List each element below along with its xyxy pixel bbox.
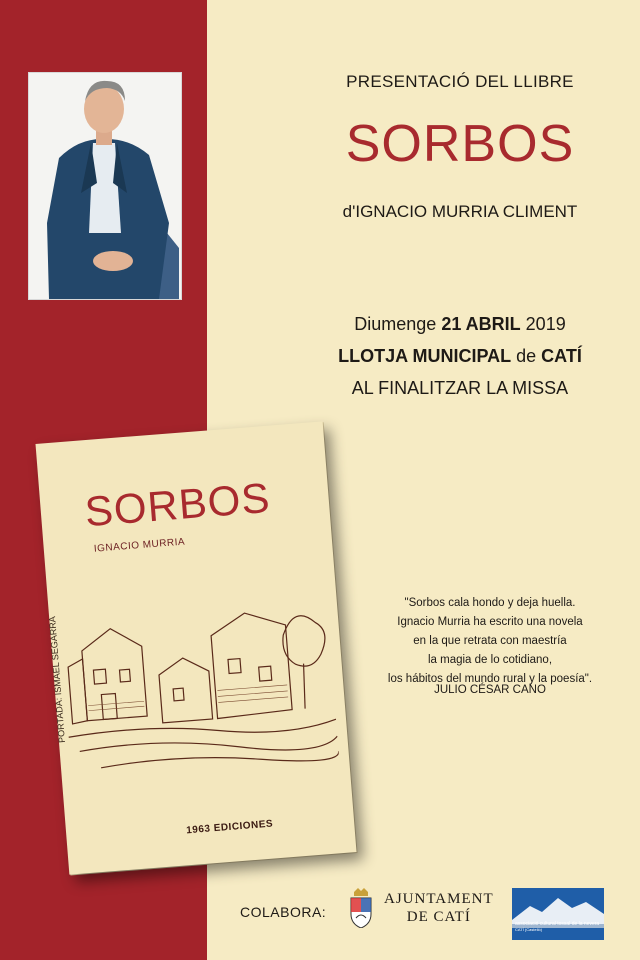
book-cover-author: IGNACIO MURRIA <box>93 536 186 555</box>
book-cover-credit: PORTADA: ISMAEL SEGARRA <box>47 615 68 744</box>
quote-line: los hábitos del mundo rural y la poesía". <box>387 673 593 685</box>
village-sketch-illustration <box>59 592 340 783</box>
quote-line: la magia de lo cotidiano, <box>427 654 553 666</box>
association-name-line: associació cultural tossal de la nevera <box>515 921 600 927</box>
association-logo <box>512 888 604 940</box>
author-byline: d'IGNACIO MURRIA CLIMENT <box>342 202 578 221</box>
event-date-bold: 21 ABRIL <box>441 314 521 334</box>
association-place-line: CATÍ (Castelló) <box>515 927 543 932</box>
quote-line: "Sorbos cala hondo y deja huella. <box>404 597 576 609</box>
ajuntament-line2: DE CATÍ <box>406 909 471 925</box>
book-cover-publisher: 1963 EDICIONES <box>185 818 274 837</box>
book-cover <box>35 421 356 874</box>
event-date <box>300 314 620 335</box>
book-cover-title: SORBOS <box>83 473 272 536</box>
association-name <box>515 921 601 933</box>
town-crest-icon <box>348 888 374 928</box>
author-photo <box>28 72 182 300</box>
ajuntament-logo-text <box>384 890 494 926</box>
quote-line: Ignacio Murria ha escrito una novela <box>397 616 583 628</box>
event-venue-town: CATÍ <box>541 346 582 366</box>
author-portrait-image <box>29 73 181 299</box>
event-venue <box>300 346 620 367</box>
event-time: AL FINALITZAR LA MISSA <box>351 378 569 398</box>
quote-credit: JULIO CÉSAR CANO <box>434 684 546 696</box>
event-venue-name: LLOTJA MUNICIPAL <box>338 346 512 366</box>
presentation-kicker: PRESENTACIÓ DEL LLIBRE <box>346 72 574 91</box>
event-year: 2019 <box>520 314 566 334</box>
ajuntament-line1: AJUNTAMENT <box>384 891 494 907</box>
book-title-heading: SORBOS <box>345 115 575 173</box>
event-day: Diumenge <box>354 314 442 334</box>
quote-line: en la que retrata con maestría <box>413 635 567 647</box>
event-venue-connector: de <box>511 346 542 366</box>
review-quote <box>376 594 604 689</box>
colabora-label: COLABORA: <box>240 904 327 920</box>
